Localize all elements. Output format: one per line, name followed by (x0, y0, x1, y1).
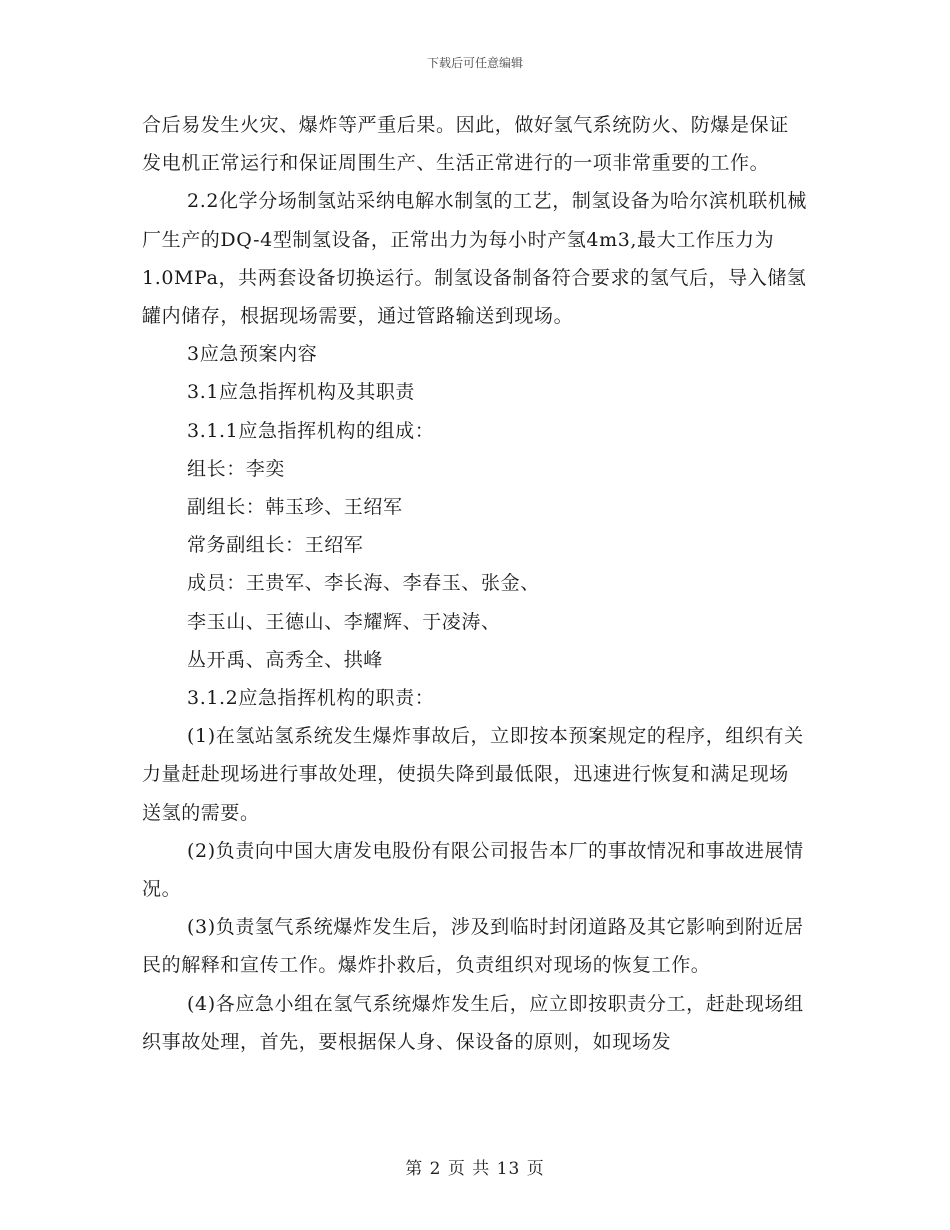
member-line: 丛开禹、高秀全、拱峰 (187, 648, 384, 671)
page-header: 下载后可任意编辑 (426, 56, 523, 70)
paragraph: 合后易发生火灾、爆炸等严重后果。因此，做好氢气系统防火、防爆是保证发电机正常运行和保证周围生产、生活正常进行的一项非常重要的工作。 (142, 114, 789, 175)
member-line: 常务副组长：王绍军 (187, 534, 364, 557)
section-heading: 3.1.1应急指挥机构的组成： (187, 419, 435, 442)
member-line: 成员：王贵军、李长海、李春玉、张金、 (187, 572, 540, 595)
paragraph: (2)负责向中国大唐发电股份有限公司报告本厂的事故情况和事故进展情况。 (142, 839, 804, 901)
paragraph: (3)负责氢气系统爆炸发生后，涉及到临时封闭道路及其它影响到附近居民的解释和宣传工作。爆炸扑救后，负责组织对现场的恢复工作。 (142, 916, 804, 977)
document-body (142, 106, 808, 1061)
section-heading: 3应急预案内容 (187, 343, 318, 366)
section-heading: 3.1.2应急指挥机构的职责： (187, 687, 435, 710)
page-footer: 第 2 页 共 13 页 (405, 1159, 545, 1179)
paragraph: (4)各应急小组在氢气系统爆炸发生后，应立即按职责分工，赶赴现场组织事故处理，首先，要根据保人身、保设备的原则，如现场发 (142, 992, 804, 1053)
section-heading: 3.1应急指挥机构及其职责 (187, 381, 416, 404)
member-line: 组长：李奕 (187, 457, 286, 480)
member-line: 李玉山、王德山、李耀辉、于凌涛、 (187, 610, 501, 633)
paragraph: (1)在氢站氢系统发生爆炸事故后，立即按本预案规定的程序，组织有关力量赶赴现场进行事故处理，使损失降到最低限，迅速进行恢复和满足现场送氢的需要。 (142, 725, 804, 824)
paragraph: 2.2化学分场制氢站采纳电解水制氢的工艺，制氢设备为哈尔滨机联机械厂生产的DQ-4型制氢设备，正常出力为每小时产氢4m3,最大工作压力为1.0MPa，共两套设备切换运行。制氢设备制备符合要求的氢气后，导入储氢罐内储存，根据现场需要，通过管路输送到现场。 (142, 190, 808, 328)
member-line: 副组长：韩玉珍、王绍军 (187, 496, 403, 519)
